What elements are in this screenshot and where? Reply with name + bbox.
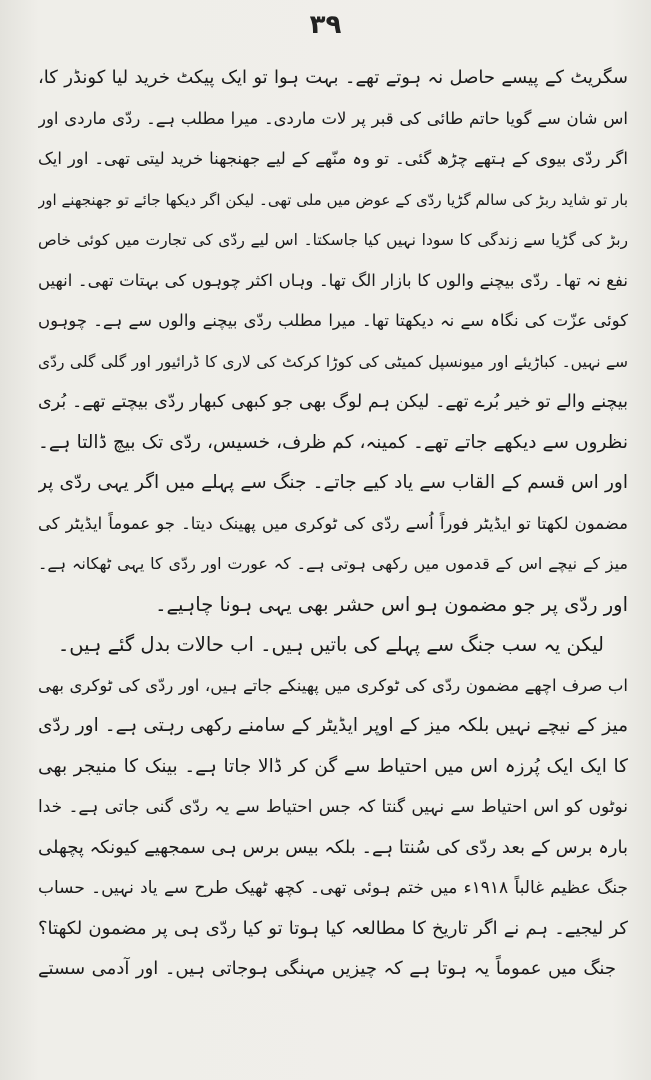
text-line: بیچنے والے تو خیر بُرے تھے۔ لیکن ہم لوگ بھی جو کبھی کبھار ردّی بیچتے تھے۔ بُری [38, 392, 628, 412]
text-line: اور ردّی پر جو مضمون ہو اس حشر بھی یہی ہونا چاہیے۔ [155, 592, 628, 616]
text-line: نوٹوں کو اس احتیاط سے نہیں گنتا کہ جس احتیاط سے یہ ردّی گنی جاتی ہے۔ خدا [38, 797, 628, 817]
text-line: سے نہیں۔ کباڑیئے اور میونسپل کمیٹی کی کوڑا کرکٹ کی لاری کا ڈرائیور اور گلی گلی ردّی [38, 352, 628, 371]
text-line: بارہ برس کے بعد ردّی کی سُنتا ہے۔ بلکہ بیس برس ہی سمجھیے کیونکہ پچھلی [38, 836, 628, 858]
text-line: اس شان سے گویا حاتم طائی کی قبر پر لات ماردی۔ میرا مطلب ہے۔ ردّی ماردی اور [38, 108, 628, 128]
text-line: کوئی عزّت کی نگاہ سے نہ دیکھتا تھا۔ میرا مطلب ردّی بیچنے والوں سے ہے۔ چوہوں [38, 311, 628, 330]
text-line: نظروں سے دیکھے جاتے تھے۔ کمینہ، کم ظرف، خسیس، ردّی تک بیچ ڈالتا ہے۔ [38, 431, 628, 453]
text-line: نفع نہ تھا۔ ردّی بیچنے والوں کا بازار الگ تھا۔ وہاں اکثر چوہوں کی بہتات تھی۔ انھیں [38, 270, 628, 290]
text-line: اب صرف اچھے مضمون ردّی کی ٹوکری میں پھینکے جاتے ہیں، اور ردّی کی ٹوکری بھی [38, 675, 628, 695]
text-line: سگریٹ کے پیسے حاصل نہ ہوتے تھے۔ بہت ہوا تو ایک پیکٹ خرید لیا کونڈر کا، [38, 67, 628, 88]
text-line: بار تو شاید ربڑ کی سالم گڑیا ردّی کے عوض میں ملی تھی۔ لیکن اگر دیکھا جائے تو جھنجھنے اور [38, 190, 628, 209]
page-number: ۳۹ [309, 10, 342, 40]
text-line: مضمون لکھتا تو ایڈیٹر فوراً اُسے ردّی کی ٹوکری میں پھینک دیتا۔ جو عموماً ایڈیٹر کی [38, 513, 628, 533]
text-line: ربڑ کی گڑیا سے زندگی کا سودا نہیں کیا جاسکتا۔ اس لیے ردّی کی تجارت میں کوئی خاص [38, 231, 628, 249]
text-line: اور اس قسم کے القاب سے یاد کیے جاتے۔ جنگ سے پہلے میں اگر یہی ردّی پر [38, 472, 628, 493]
text-line: جنگ میں عموماً یہ ہوتا ہے کہ چیزیں مہنگی ہوجاتی ہیں۔ اور آدمی سستے [38, 958, 616, 979]
body-text [38, 58, 628, 990]
text-line: کر لیجیے۔ ہم نے اگر تاریخ کا مطالعہ کیا ہوتا تو کیا ردّی ہی پر مضمون لکھتا؟ [38, 917, 628, 939]
text-line: لیکن یہ سب جنگ سے پہلے کی باتیں ہیں۔ اب حالات بدل گئے ہیں۔ [57, 633, 604, 656]
text-line: میز کے نیچے نہیں بلکہ میز کے اوپر ایڈیٹر کے سامنے رکھی رہتی ہے۔ اور ردّی [38, 715, 628, 736]
text-line: اگر ردّی بیوی کے ہتھے چڑھ گئی۔ تو وہ منّھے کے لیے جھنجھنا خرید لیتی تھی۔ اور ایک [38, 149, 628, 168]
text-line: جنگ عظیم غالباً ۱۹۱۸ء میں ختم ہوئی تھی۔ کچھ ٹھیک طرح سے یاد نہیں۔ حساب [38, 878, 628, 898]
text-line: کا ایک ایک پُرزہ اس میں احتیاط سے گن کر ڈالا جاتا ہے۔ بینک کا منیجر بھی [38, 755, 628, 777]
text-line: میز کے نیچے اس کے قدموں میں رکھی ہوتی ہے۔ کہ عورت اور ردّی کا یہی ٹھکانہ ہے۔ [38, 554, 628, 573]
